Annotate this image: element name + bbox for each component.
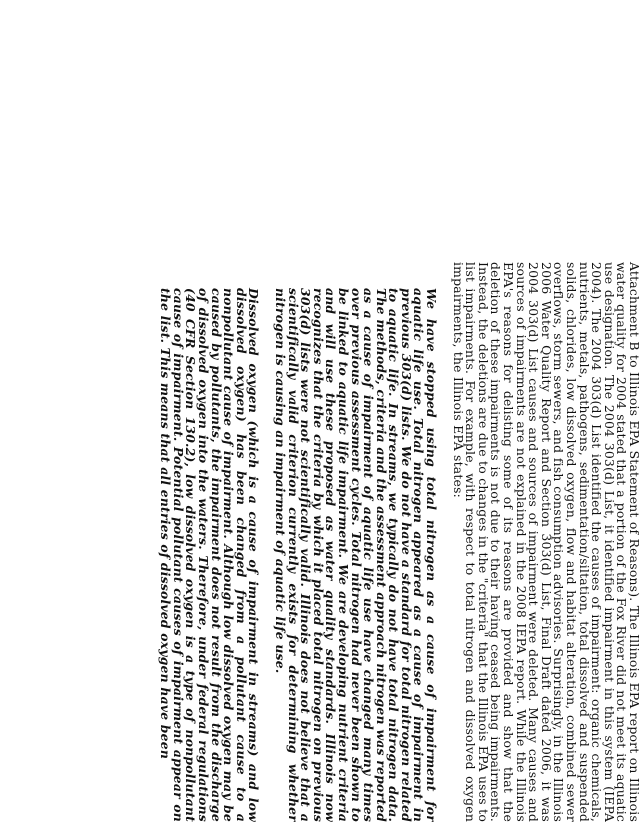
rotated-text-block [145, 262, 640, 822]
block-quote-nitrogen: We have stopped using total nitrogen as a cause of impairment for aquatic life use. Total nitrogen appeared as a cause of impairment in previous 303(d) lists. We do not have a standard for total nitrogen related to aquatic life. In streams, we typically do not have total nitrogen data. The methods, criteria and the assessment approach nitrogen was reported as a cause of impairment of aquatic life use have changed many times over previous assessment cycles. Total nitrogen had never been shown to be linked to aquatic life impairment. We are developing nutrient criteria and will use these proposed as water quality standards. Illinois now recognizes that the criteria by which it placed total nitrogen on previous 303(d) lists were not scientifically valid. Illinois does not believe that a scientifically valid criterion currently exists for determining whether nitrogen is causing an impairment of aquatic life use. [272, 288, 440, 822]
block-quote-dissolved-oxygen: Dissolved oxygen (which is a cause of impairment in streams) and low dissolved oxygen) has been changed from a pollutant cause to a nonpollutant cause of impairment. Although low dissolved oxygen may be caused by pollutants, the impairment does not result from the discharge of dissolved oxygen into the waters. Therefore, under federal regulations (40 CFR Section 130.2), low dissolved oxygen is a type of nonpollutant cause of impairment. Potential pollutant causes of impairment appear on the list. This means that all entries of dissolved oxygen have been [158, 288, 262, 822]
body-paragraph: Attachment B to Illinois EPA Statement of Reasons). The Illinois EPA report on Illinois water quality for 2004 stated that a portion of the Fox River did not meet its aquatic use designation. The 2004 303(d) List, it identified impairment in this system (IEPA 2004). The 2004 303(d) List identified the causes of impairment: organic chemicals, nutrients, metals, pathogens, sedimentation/siltation, total dissolved and suspended solids, chlorides, low dissolved oxygen, flow and habitat alteration, combined sewer overflows, storm sewers, and fish consumption advisories. Surprisingly, in the Illinois 2006 Water Quality Report and Section 303(d) List, Final Draft dated 2006, it was 2004 303(d) List causes and sources of impairment were deleted. Many causes and sources of impairments are not explained in the 2008 IEPA report. While the Illinois EPA's reasons for delisting some of its reasons are provided and show that the deletion of these impairments is not due to their having ceased being impairments. Instead, the deletions are due to changes in the "criteria" that the Illinois EPA uses to list impairments. For example, with respect to total nitrogen and dissolved oxygen impairments, the Illinois EPA states: [450, 262, 642, 822]
